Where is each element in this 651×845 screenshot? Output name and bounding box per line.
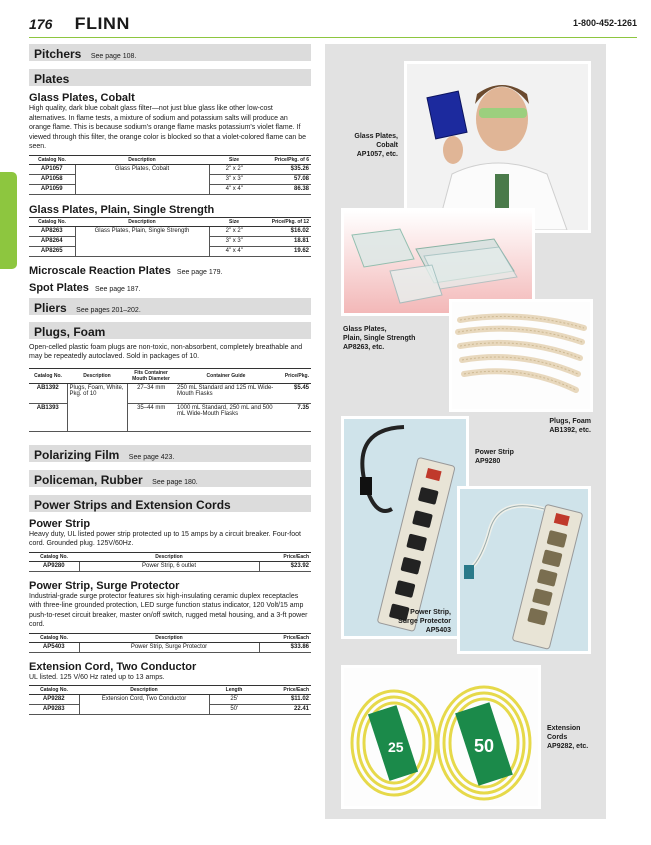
heading-extension: Extension Cord, Two Conductor — [29, 660, 197, 673]
surge-protector-image — [460, 489, 588, 651]
table-plain — [29, 217, 311, 257]
band-title: Polarizing Film — [34, 447, 120, 462]
caption-line: Glass Plates, — [343, 326, 387, 333]
heading-power-strip: Power Strip — [29, 517, 91, 530]
price-cell: $5.45 — [277, 383, 311, 403]
length-cell: 50' — [209, 705, 259, 715]
catalog-number: AP9280 — [29, 561, 79, 571]
col-header: Catalog No. — [29, 686, 79, 695]
table-cobalt — [29, 155, 311, 195]
caption-line: Plain, Single Strength — [343, 335, 416, 342]
price-cell: $11.02 — [259, 695, 311, 705]
catalog-number: AB1392 — [29, 383, 67, 403]
heading-plain: Glass Plates, Plain, Single Strength — [29, 203, 215, 216]
description-cell: Power Strip, Surge Protector — [79, 642, 259, 652]
cord-label-50: 50 — [474, 736, 495, 756]
col-header: Price/Pkg. of 6 — [259, 155, 311, 164]
size-cell: 2" x 2" — [209, 226, 259, 236]
band-title: Pitchers — [34, 47, 82, 61]
caption-line: Cords — [547, 734, 568, 741]
price-cell: 7.35 — [277, 403, 311, 431]
table-row — [29, 226, 311, 236]
heading-text: Microscale Reaction Plates — [29, 264, 171, 277]
band-pliers — [29, 298, 311, 315]
caption-line: AP5403 — [425, 627, 451, 634]
guide-cell: 250 mL Standard and 125 mL Wide-Mouth Flasks — [175, 383, 277, 403]
band-title: Power Strips and Extension Cords — [34, 497, 231, 512]
band-title: Policeman, Rubber — [34, 472, 143, 487]
see-page-link[interactable]: See page 423. — [128, 453, 175, 461]
photo-panel — [325, 44, 606, 819]
header-rule — [29, 37, 637, 38]
caption-line: AB1392, etc. — [549, 427, 591, 434]
section-tab — [0, 172, 17, 269]
cord-label-25: 25 — [388, 739, 404, 755]
size-cell: 3" x 3" — [209, 236, 259, 246]
page-header — [29, 14, 637, 36]
price-cell: 22.41 — [259, 705, 311, 715]
band-plates — [29, 69, 311, 86]
description-cell: Extension Cord, Two Conductor — [79, 695, 209, 715]
price-cell: 86.38 — [259, 184, 311, 194]
caption-line: Power Strip, — [410, 609, 451, 616]
size-cell: 2" x 2" — [209, 164, 259, 174]
see-page-link[interactable]: See page 187. — [94, 285, 141, 293]
photo-foam-plugs — [449, 299, 593, 412]
power-strip-image — [344, 419, 466, 636]
fits-cell: 35–44 mm — [127, 403, 175, 431]
catalog-column — [29, 44, 311, 715]
description-cell: Glass Plates, Plain, Single Strength — [75, 226, 209, 256]
catalog-number: AB1393 — [29, 403, 67, 431]
col-header: Catalog No. — [29, 552, 79, 561]
caption-line: AP9282, etc. — [547, 743, 589, 750]
caption-surge-protector — [398, 608, 451, 635]
see-page-link[interactable]: See page 179. — [176, 268, 223, 276]
description-plugs: Open-celled plastic foam plugs are non-toxic, non-absorbent, completely breathable and may be repeatedly autoclaved. Sold in packages of 10. — [29, 343, 303, 360]
photo-surge-protector — [457, 486, 591, 654]
see-page-link[interactable]: See pages 201–202. — [76, 306, 141, 314]
table-row — [29, 383, 311, 403]
band-title: Pliers — [34, 300, 67, 315]
price-cell: 18.81 — [259, 236, 311, 246]
col-header: Description — [79, 552, 259, 561]
catalog-number: AP1057 — [29, 164, 75, 174]
price-cell: $23.92 — [259, 561, 311, 571]
col-header: Description — [75, 217, 209, 226]
col-header: Container Guide — [175, 368, 277, 383]
heading-surge: Power Strip, Surge Protector — [29, 579, 180, 592]
catalog-number: AP1059 — [29, 184, 75, 194]
description-cell: Glass Plates, Cobalt — [75, 164, 209, 194]
price-cell: $16.02 — [259, 226, 311, 236]
guide-cell: 1000 mL Standard, 250 mL and 500 mL Wide-Mouth Flasks — [175, 403, 277, 431]
caption-line: AP9280 — [475, 458, 501, 465]
table-extension — [29, 685, 311, 715]
size-cell: 4" x 4" — [209, 246, 259, 256]
table-row — [29, 164, 311, 174]
col-header: Price/Pkg. — [277, 368, 311, 383]
description-extension: UL listed. 125 V/60 Hz rated up to 13 amps. — [29, 673, 165, 681]
fits-cell: 27–34 mm — [127, 383, 175, 403]
band-pitchers — [29, 44, 311, 61]
heading-microscale — [29, 265, 311, 277]
phone-number: 1-800-452-1261 — [572, 18, 637, 28]
band-title: Plates — [34, 72, 70, 86]
caption-line: Power Strip — [475, 449, 514, 456]
description-surge: Industrial-grade surge protector features six high-insulating ceramic duplex receptacles with three-line grounded protection, LED surge function status indicator, 120 Volt/15 amp push-to-reset circuit breaker, master on/off switch, rugged metal housing, and a 3-ft power cord. — [29, 592, 308, 628]
description-cobalt: High quality, dark blue cobalt glass filter—not just blue glass like other low-cost alternatives. In flame tests, a mixture of sodium and potassium salts will produce an orange flame. This is because sodium's orange flame masks potassium's violet flame. If viewed through this filter, the orange color is blocked so that a violet-colored flame can be seen. — [29, 105, 307, 150]
col-header: Description — [75, 155, 209, 164]
catalog-number: AP8264 — [29, 236, 75, 246]
caption-line: Extension — [547, 725, 581, 732]
description-power-strip: Heavy duty, UL listed power strip protected up to 15 amps by a circuit breaker. Four-foot cord. Grounded plug. 125V/60Hz. — [29, 530, 301, 547]
catalog-number: AP9282 — [29, 695, 79, 705]
caption-line: Surge Protector — [398, 618, 451, 625]
caption-line: Plugs, Foam — [549, 418, 591, 425]
caption-cobalt — [354, 132, 398, 159]
col-header: Description — [79, 633, 259, 642]
col-header: Description — [79, 686, 209, 695]
band-title: Plugs, Foam — [34, 324, 106, 339]
size-cell: 4" x 4" — [209, 184, 259, 194]
col-header: Catalog No. — [29, 217, 75, 226]
col-header: Size — [209, 217, 259, 226]
band-polarizing — [29, 445, 311, 462]
price-cell: 19.62 — [259, 246, 311, 256]
col-header: Catalog No. — [29, 633, 79, 642]
col-header: Size — [209, 155, 259, 164]
price-cell: 57.08 — [259, 174, 311, 184]
table-plugs — [29, 368, 311, 432]
col-header: Price/Each — [259, 633, 311, 642]
table-row — [29, 642, 311, 652]
band-plugs — [29, 322, 311, 339]
table-row — [29, 695, 311, 705]
caption-line: Cobalt — [376, 142, 398, 149]
price-cell: $33.86 — [259, 642, 311, 652]
heading-cobalt: Glass Plates, Cobalt — [29, 92, 135, 104]
page-number: 176 — [29, 16, 53, 32]
description-cell: Power Strip, 6 outlet — [79, 561, 259, 571]
col-header: Price/Pkg. of 12 — [259, 217, 311, 226]
catalog-number: AP5403 — [29, 642, 79, 652]
caption-power-strip — [475, 448, 514, 466]
extension-cords-image — [344, 668, 538, 806]
scientist-image — [407, 64, 588, 230]
table-power-strip — [29, 552, 311, 572]
foam-plugs-image — [452, 302, 590, 409]
band-policeman — [29, 470, 311, 487]
caption-extension-cords — [547, 724, 588, 751]
caption-line: AP1057, etc. — [356, 151, 398, 158]
catalog-number: AP1058 — [29, 174, 75, 184]
glass-plates-image — [344, 211, 532, 313]
see-page-link[interactable]: See page 108. — [90, 53, 137, 60]
caption-line: Glass Plates, — [354, 133, 398, 140]
col-header: Price/Each — [259, 552, 311, 561]
heading-spot — [29, 282, 311, 294]
band-power — [29, 495, 311, 512]
col-header: Length — [209, 686, 259, 695]
caption-foam-plugs — [549, 417, 591, 435]
length-cell: 25' — [209, 695, 259, 705]
table-row — [29, 561, 311, 571]
brand-logo: FLINN — [74, 14, 130, 33]
photo-extension-cords — [341, 665, 541, 809]
catalog-number: AP8263 — [29, 226, 75, 236]
col-header: Fits Container Mouth Diameter — [127, 368, 175, 383]
col-header: Price/Each — [259, 686, 311, 695]
size-cell: 3" x 3" — [209, 174, 259, 184]
caption-line: AP8263, etc. — [343, 344, 385, 351]
see-page-link[interactable]: See page 180. — [152, 478, 198, 486]
price-cell: $35.26 — [259, 164, 311, 174]
description-cell: Plugs, Foam, White, Pkg. of 10 — [67, 383, 127, 431]
col-header: Description — [67, 368, 127, 383]
heading-text: Spot Plates — [29, 281, 89, 294]
col-header: Catalog No. — [29, 368, 67, 383]
photo-power-strip — [341, 416, 469, 639]
caption-plain-glass — [343, 325, 415, 352]
table-surge — [29, 633, 311, 653]
catalog-number: AP8265 — [29, 246, 75, 256]
col-header: Catalog No. — [29, 155, 75, 164]
catalog-number: AP9283 — [29, 705, 79, 715]
